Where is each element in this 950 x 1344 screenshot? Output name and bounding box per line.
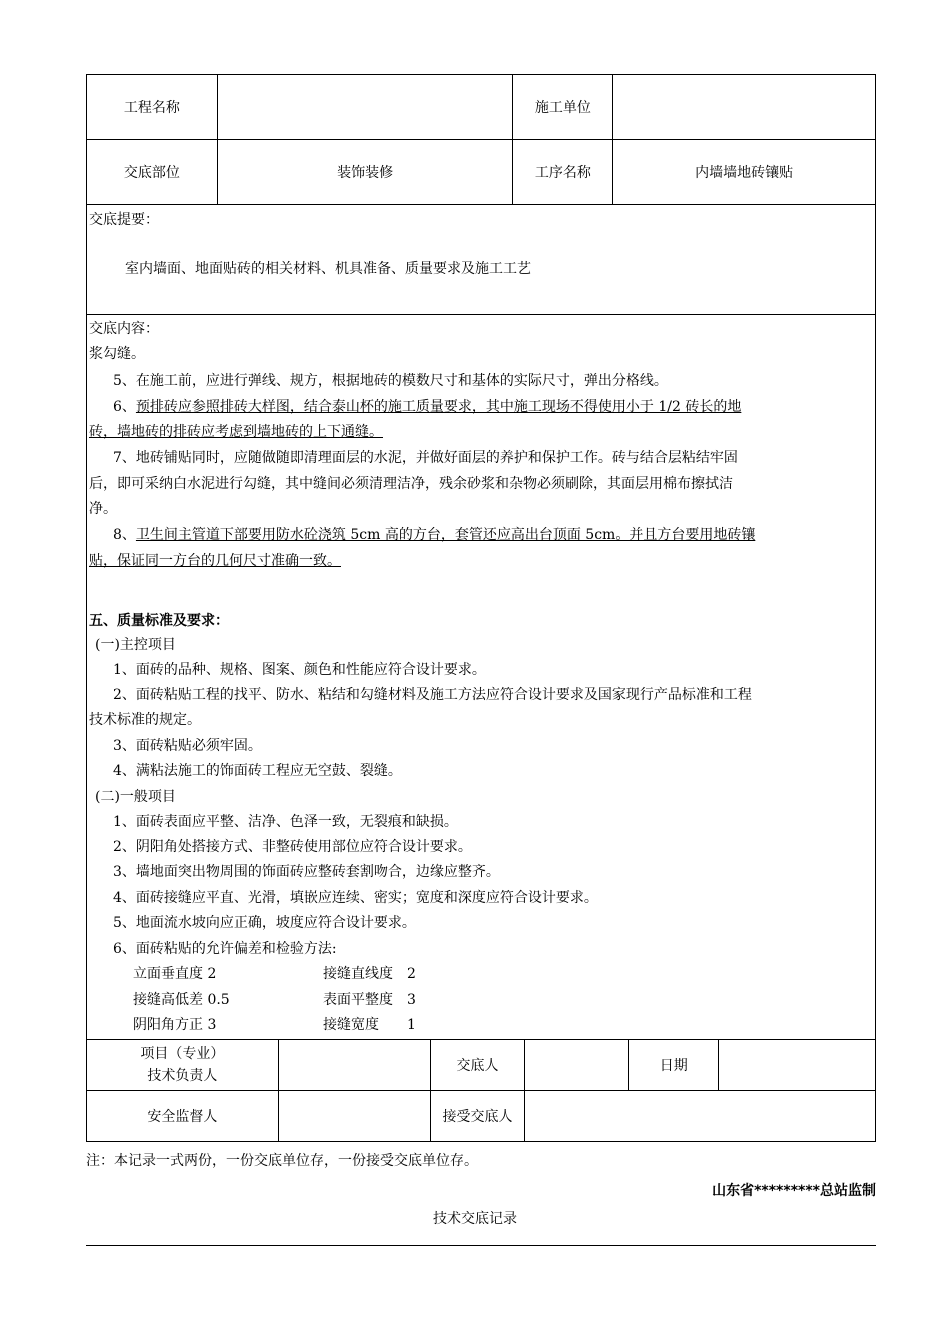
quality-line: 4、面砖接缝应平直、光滑，填嵌应连续、密实；宽度和深度应符合设计要求。 — [113, 890, 598, 906]
quality-line: 2、面砖粘贴工程的找平、防水、粘结和勾缝材料及施工方法应符合设计要求及国家现行产品标准和工程 — [113, 687, 752, 703]
tolerance-right: 接缝直线度 2 — [323, 966, 416, 982]
date-label: 日期 — [629, 1040, 719, 1091]
content-line: 后，即可采纳白水泥进行勾缝，其中缝间必须清理洁净，残余砂浆和杂物必须刷除，其面层用棉布擦拭洁 — [89, 476, 733, 492]
content-line-6-underlined: 预排砖应参照排砖大样图，结合泰山杯的施工质量要求，其中施工现场不得使用小于 1/2 砖长的地 — [135, 399, 742, 415]
project-name-label: 工程名称 — [87, 75, 218, 140]
handover-person-value — [525, 1040, 629, 1091]
tech-lead-label — [87, 1040, 279, 1091]
issuer-signature: 山东省*********总站监制 — [712, 1183, 876, 1199]
tolerance-left: 阴阳角方正 3 — [133, 1017, 217, 1033]
content-line-8-prefix: 8、 — [113, 527, 136, 543]
handover-part-label: 交底部位 — [87, 140, 218, 205]
tolerance-left: 立面垂直度 2 — [133, 966, 217, 982]
quality-line: 2、阴阳角处搭接方式、非整砖使用部位应符合设计要求。 — [113, 839, 472, 855]
quality-line: (一)主控项目 — [95, 637, 176, 653]
footer-note: 注：本记录一式两份，一份交底单位存，一份接受交底单位存。 — [86, 1153, 478, 1169]
summary-text: 室内墙面、地面贴砖的相关材料、机具准备、质量要求及施工工艺 — [125, 261, 531, 277]
content-line: 贴，保证同一方台的几何尺寸准确一致。 — [89, 553, 341, 569]
quality-line: 3、墙地面突出物周围的饰面砖应整砖套割吻合，边缘应整齐。 — [113, 864, 500, 880]
quality-title: 五、质量标准及要求： — [89, 613, 229, 629]
header-table — [86, 74, 876, 205]
tech-lead-label-line: 项目（专业） — [140, 1046, 225, 1062]
quality-line: 5、地面流水坡向应正确，坡度应符合设计要求。 — [113, 915, 416, 931]
summary-section — [86, 205, 876, 315]
quality-line: (二)一般项目 — [95, 789, 176, 805]
content-line-8-underlined: 卫生间主管道下部要用防水砼浇筑 5cm 高的方台，套管还应高出台顶面 5cm。并且方台要用地砖镶 — [135, 527, 756, 543]
project-name-value — [217, 75, 513, 140]
handover-part-value: 装饰装修 — [217, 140, 513, 205]
content-line: 净。 — [89, 501, 117, 517]
receiver-value — [525, 1091, 876, 1142]
process-name-label: 工序名称 — [513, 140, 613, 205]
content-line: 砖，墙地砖的排砖应考虑到墙地砖的上下通缝。 — [89, 424, 383, 440]
content-line — [113, 397, 741, 417]
safety-supervisor-label: 安全监督人 — [87, 1091, 279, 1142]
safety-supervisor-value — [278, 1091, 430, 1142]
content-line: 7、地砖铺贴同时，应随做随即清理面层的水泥，并做好面层的养护和保护工作。砖与结合层粘结牢固 — [113, 450, 738, 466]
signoff-table — [86, 1039, 876, 1142]
quality-line: 6、面砖粘贴的允许偏差和检验方法: — [113, 941, 337, 957]
content-line: 浆勾缝。 — [89, 346, 145, 362]
handover-person-label: 交底人 — [430, 1040, 525, 1091]
content-section — [86, 315, 876, 1040]
footer-divider — [86, 1245, 876, 1246]
quality-line: 1、面砖的品种、规格、图案、颜色和性能应符合设计要求。 — [113, 662, 486, 678]
content-line: 5、在施工前，应进行弹线、规方，根据地砖的模数尺寸和基体的实际尺寸，弹出分格线。 — [113, 373, 668, 389]
summary-label: 交底提要： — [89, 212, 159, 228]
tolerance-right: 表面平整度 3 — [323, 992, 416, 1008]
content-line-6-prefix: 6、 — [113, 399, 136, 415]
content-line — [113, 525, 755, 545]
date-value — [719, 1040, 876, 1091]
quality-line: 1、面砖表面应平整、洁净、色泽一致，无裂痕和缺损。 — [113, 814, 458, 830]
construction-unit-label: 施工单位 — [513, 75, 613, 140]
quality-line: 3、面砖粘贴必须牢固。 — [113, 738, 262, 754]
construction-unit-value — [613, 75, 876, 140]
tech-lead-value — [278, 1040, 430, 1091]
process-name-value: 内墙墙地砖镶贴 — [613, 140, 876, 205]
tolerance-right: 接缝宽度 1 — [323, 1017, 416, 1033]
content-label: 交底内容： — [89, 321, 159, 337]
quality-line: 4、满粘法施工的饰面砖工程应无空鼓、裂缝。 — [113, 763, 402, 779]
document-title: 技术交底记录 — [433, 1211, 517, 1227]
tech-lead-label-line: 技术负责人 — [147, 1068, 218, 1084]
quality-line: 技术标准的规定。 — [89, 712, 201, 728]
receiver-label: 接受交底人 — [430, 1091, 525, 1142]
tolerance-left: 接缝高低差 0.5 — [133, 992, 230, 1008]
